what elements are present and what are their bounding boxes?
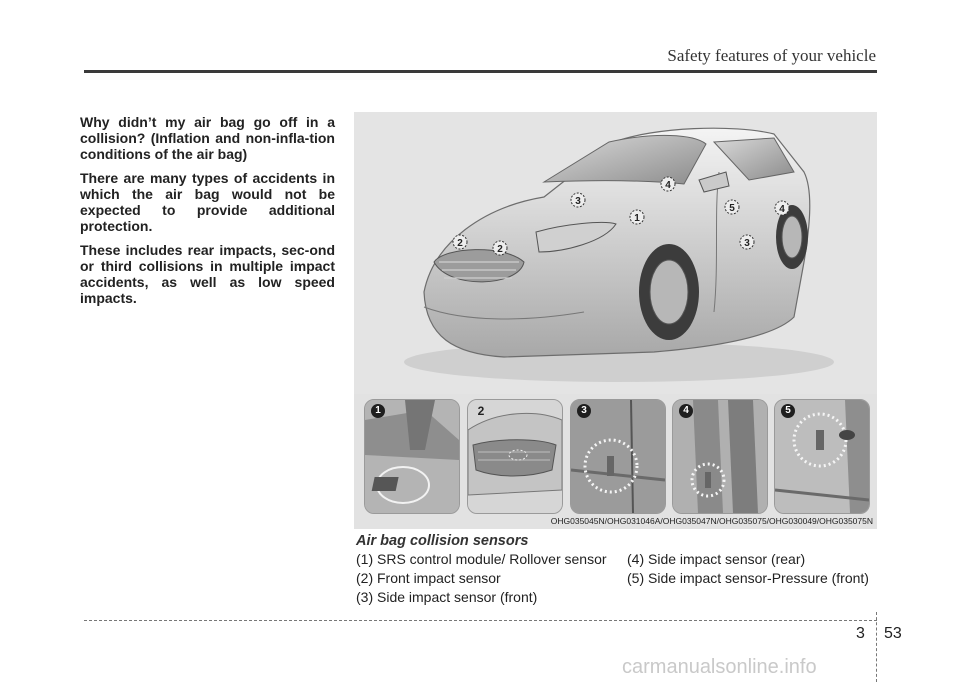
sensor-marker-4a-label: 4: [665, 180, 671, 191]
header-divider: [84, 70, 877, 73]
legend-item-5-text: Side impact sensor-Pressure (front): [648, 570, 869, 586]
sensor-marker-4b: [775, 201, 789, 215]
legend-item-2-text: Front impact sensor: [377, 570, 501, 586]
thumb-1-label: 1: [371, 404, 385, 418]
legend-item-3: [356, 589, 616, 605]
thumb-2-label: 2: [477, 404, 485, 418]
car-illustration: [354, 112, 877, 394]
sensor-marker-1-label: 1: [634, 213, 640, 224]
chapter-number: 3: [856, 625, 865, 642]
figure-title: Air bag collision sensors: [356, 533, 529, 549]
sensor-marker-3b: [740, 235, 754, 249]
sensor-marker-2a: [453, 235, 467, 249]
sensor-marker-3a: [571, 193, 585, 207]
intro-paragraph-1: There are many types of accidents in which the air bag would not be expected to provide additional protection.: [80, 170, 335, 234]
intro-paragraph-2: These includes rear impacts, sec-ond or third collisions in multiple impact accidents, as well as low speed impacts.: [80, 242, 335, 306]
legend-column-2: [627, 551, 877, 589]
footer-vertical-divider: [876, 612, 877, 682]
sensor-marker-2a-label: 2: [457, 238, 463, 249]
page-header-title: Safety features of your vehicle: [667, 46, 876, 65]
legend-item-2-num: (2): [356, 570, 377, 586]
legend-item-3-text: Side impact sensor (front): [377, 589, 538, 605]
site-watermark[interactable]: carmanualsonline.info: [622, 656, 817, 678]
sensor-marker-5: [725, 200, 739, 214]
thumb-side-sensor-rear: [672, 399, 768, 514]
thumb-5-label: 5: [781, 404, 795, 418]
sensor-figure: [354, 112, 877, 529]
legend-item-5: [627, 570, 877, 586]
page-number: 53: [884, 625, 902, 642]
thumb-4-label: 4: [679, 404, 693, 418]
sensor-marker-4a: [661, 177, 675, 191]
legend-item-5-num: (5): [627, 570, 648, 586]
legend-item-1-num: (1): [356, 551, 377, 567]
legend-item-4: [627, 551, 877, 567]
thumb-srs-module: [364, 399, 460, 514]
intro-question: Why didn’t my air bag go off in a collision? (Inflation and non-infla-tion conditions of the air bag): [80, 114, 335, 162]
thumb-side-sensor-front: [570, 399, 666, 514]
intro-section: [80, 114, 335, 314]
legend-item-2: [356, 570, 616, 586]
sensor-marker-3b-label: 3: [744, 238, 750, 249]
legend-item-3-num: (3): [356, 589, 377, 605]
legend-item-4-num: (4): [627, 551, 648, 567]
footer-divider: [84, 620, 877, 621]
thumb-pressure-sensor: [774, 399, 870, 514]
figure-reference-codes: OHG035045N/OHG031046A/OHG035047N/OHG035075/OHG030049/OHG035075N: [550, 516, 873, 526]
legend-item-4-text: Side impact sensor (rear): [648, 551, 806, 567]
sensor-marker-5-label: 5: [729, 203, 735, 214]
sensor-marker-4b-label: 4: [779, 204, 785, 215]
sensor-marker-2b-label: 2: [497, 244, 503, 255]
thumb-front-sensor: [467, 399, 563, 514]
legend-column-1: [356, 551, 616, 608]
sensor-marker-3a-label: 3: [575, 196, 581, 207]
legend-item-1: [356, 551, 616, 567]
legend-item-1-text: SRS control module/ Rollover sensor: [377, 551, 607, 567]
sensor-marker-2b: [493, 241, 507, 255]
thumb-3-label: 3: [577, 404, 591, 418]
sensor-marker-1: [630, 210, 644, 224]
